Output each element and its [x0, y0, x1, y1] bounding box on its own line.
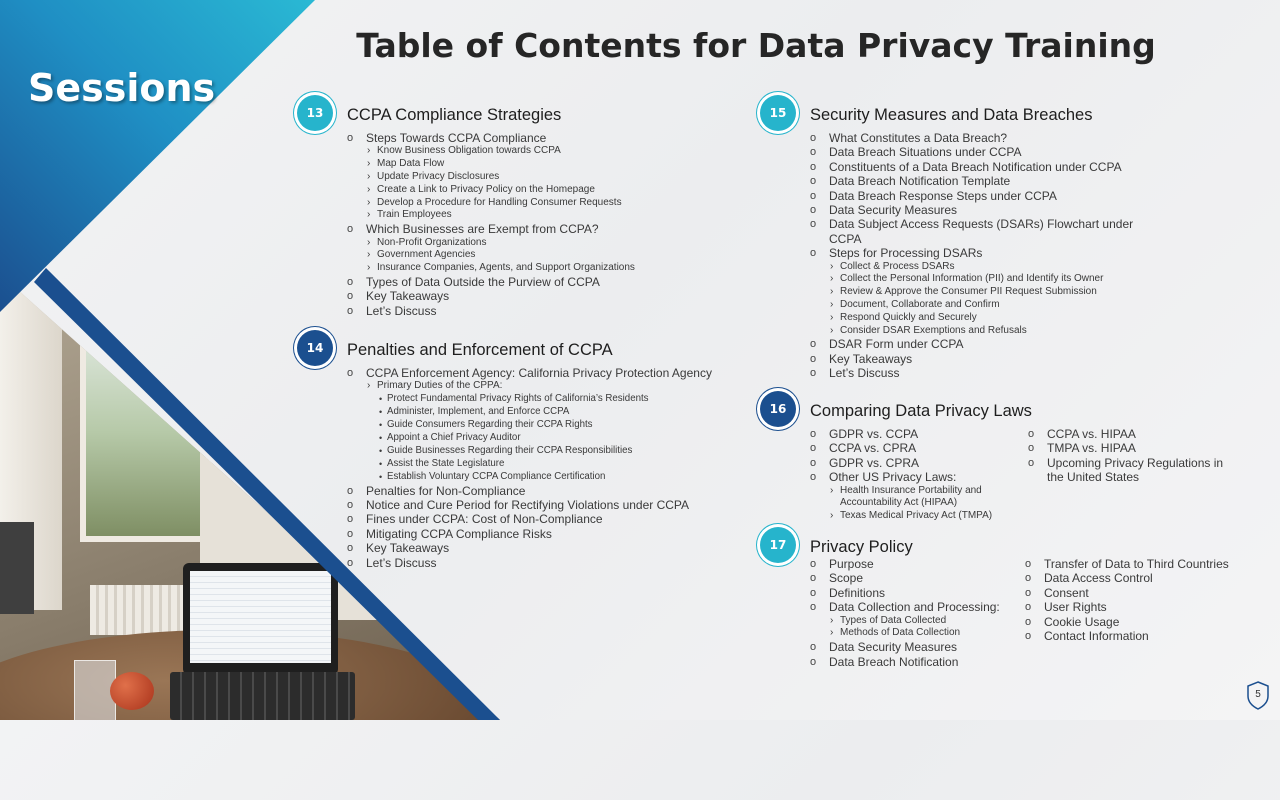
toc-item: o Let’s Discuss	[810, 366, 1150, 380]
toc-item: o Steps for Processing DSARs	[810, 246, 1150, 260]
section-number-badge: 17	[760, 527, 796, 563]
toc-subitem: • Assist the State Legislature	[347, 458, 747, 471]
toc-subitem: • Guide Consumers Regarding their CCPA Rights	[347, 419, 747, 432]
toc-subitem: › Know Business Obligation towards CCPA	[347, 145, 747, 158]
toc-item: o Key Takeaways	[810, 352, 1150, 366]
toc-item: o Data Security Measures	[810, 203, 1150, 217]
toc-item: o Data Security Measures	[810, 640, 1025, 654]
toc-item: o Purpose	[810, 557, 1025, 571]
section-number-badge: 15	[760, 95, 796, 131]
section-items	[810, 131, 1150, 381]
toc-item: o Definitions	[810, 586, 1025, 600]
section-title: Comparing Data Privacy Laws	[810, 402, 1032, 420]
toc-item: o Constituents of a Data Breach Notification under CCPA	[810, 160, 1150, 174]
toc-subitem: › Types of Data Collected	[810, 615, 1025, 628]
toc-subitem: › Non-Profit Organizations	[347, 237, 747, 250]
toc-subitem: › Create a Link to Privacy Policy on the Homepage	[347, 184, 747, 197]
toc-subitem: › Train Employees	[347, 209, 747, 222]
toc-item: o Penalties for Non-Compliance	[347, 484, 747, 498]
toc-item: o Cookie Usage	[1025, 615, 1245, 629]
toc-subitem: › Collect & Process DSARs	[810, 261, 1150, 274]
section-items-left	[810, 557, 1025, 669]
section-items-right	[1028, 427, 1228, 523]
toc-item: o Transfer of Data to Third Countries	[1025, 557, 1245, 571]
section-items-left	[810, 427, 1028, 523]
toc-subitem: › Document, Collaborate and Confirm	[810, 299, 1150, 312]
toc-item: o TMPA vs. HIPAA	[1028, 441, 1228, 455]
toc-item: o Notice and Cure Period for Rectifying Violations under CCPA	[347, 498, 747, 512]
section-title: Privacy Policy	[810, 538, 913, 556]
section-items	[347, 131, 747, 318]
toc-item: o GDPR vs. CCPA	[810, 427, 1028, 441]
section-14	[306, 340, 747, 570]
page-number-badge	[1246, 681, 1270, 710]
toc-item: o Consent	[1025, 586, 1245, 600]
toc-item: o Upcoming Privacy Regulations in the United States	[1028, 456, 1228, 485]
toc-subitem: › Consider DSAR Exemptions and Refusals	[810, 325, 1150, 338]
toc-item: o Scope	[810, 571, 1025, 585]
toc-subitem: › Insurance Companies, Agents, and Support Organizations	[347, 262, 747, 275]
section-items	[347, 366, 747, 570]
toc-subitem: › Government Agencies	[347, 249, 747, 262]
sessions-label: Sessions	[28, 66, 216, 110]
toc-subitem: › Map Data Flow	[347, 158, 747, 171]
toc-item: o DSAR Form under CCPA	[810, 337, 1150, 351]
toc-item: o Other US Privacy Laws:	[810, 470, 1028, 484]
section-number-badge: 13	[297, 95, 333, 131]
toc-item: o Data Subject Access Requests (DSARs) Flowchart under CCPA	[810, 217, 1150, 246]
section-number-badge: 14	[297, 330, 333, 366]
toc-item: o CCPA Enforcement Agency: California Privacy Protection Agency	[347, 366, 747, 380]
toc-item: o Steps Towards CCPA Compliance	[347, 131, 747, 145]
toc-subitem: › Develop a Procedure for Handling Consumer Requests	[347, 197, 747, 210]
toc-subitem: › Health Insurance Portability and Accountability Act (HIPAA)	[810, 485, 1028, 511]
page-number: 5	[1255, 689, 1261, 700]
section-13	[306, 105, 747, 318]
toc-item: o Let’s Discuss	[347, 556, 747, 570]
toc-item: o CCPA vs. HIPAA	[1028, 427, 1228, 441]
toc-item: o Key Takeaways	[347, 541, 747, 555]
toc-subitem: › Review & Approve the Consumer PII Request Submission	[810, 286, 1150, 299]
toc-item: o Contact Information	[1025, 629, 1245, 643]
toc-subitem: › Update Privacy Disclosures	[347, 171, 747, 184]
toc-subitem: • Appoint a Chief Privacy Auditor	[347, 432, 747, 445]
section-title: Security Measures and Data Breaches	[810, 106, 1093, 124]
page-title: Table of Contents for Data Privacy Training	[356, 26, 1156, 65]
section-items-right	[1025, 557, 1245, 669]
toc-item: o Fines under CCPA: Cost of Non-Compliance	[347, 512, 747, 526]
toc-item: o Key Takeaways	[347, 289, 747, 303]
toc-item: o Mitigating CCPA Compliance Risks	[347, 527, 747, 541]
toc-subitem: › Respond Quickly and Securely	[810, 312, 1150, 325]
toc-item: o Data Breach Response Steps under CCPA	[810, 189, 1150, 203]
corner-triangle	[0, 0, 315, 312]
section-number-badge: 16	[760, 391, 796, 427]
toc-subitem: • Protect Fundamental Privacy Rights of California’s Residents	[347, 393, 747, 406]
toc-item: o Types of Data Outside the Purview of CCPA	[347, 275, 747, 289]
section-title: CCPA Compliance Strategies	[347, 106, 562, 124]
section-title: Penalties and Enforcement of CCPA	[347, 341, 613, 359]
toc-item: o Data Collection and Processing:	[810, 600, 1025, 614]
toc-subitem: › Methods of Data Collection	[810, 627, 1025, 640]
section-17	[769, 537, 1250, 669]
toc-item: o What Constitutes a Data Breach?	[810, 131, 1150, 145]
toc-subitem: › Primary Duties of the CPPA:	[347, 380, 747, 393]
toc-subitem: • Administer, Implement, and Enforce CCPA	[347, 406, 747, 419]
toc-subitem: • Establish Voluntary CCPA Compliance Certification	[347, 471, 747, 484]
section-16	[769, 401, 1230, 523]
toc-item: o User Rights	[1025, 600, 1245, 614]
toc-subitem: › Collect the Personal Information (PII) and Identify its Owner	[810, 273, 1150, 286]
toc-item: o Let’s Discuss	[347, 304, 747, 318]
toc-item: o GDPR vs. CPRA	[810, 456, 1028, 470]
toc-item: o Data Access Control	[1025, 571, 1245, 585]
toc-item: o Data Breach Situations under CCPA	[810, 145, 1150, 159]
toc-subitem: › Texas Medical Privacy Act (TMPA)	[810, 510, 1028, 523]
section-15	[769, 105, 1150, 381]
toc-subitem: • Guide Businesses Regarding their CCPA Responsibilities	[347, 445, 747, 458]
toc-item: o CCPA vs. CPRA	[810, 441, 1028, 455]
toc-item: o Data Breach Notification Template	[810, 174, 1150, 188]
toc-item: o Which Businesses are Exempt from CCPA?	[347, 222, 747, 236]
toc-item: o Data Breach Notification	[810, 655, 1025, 669]
